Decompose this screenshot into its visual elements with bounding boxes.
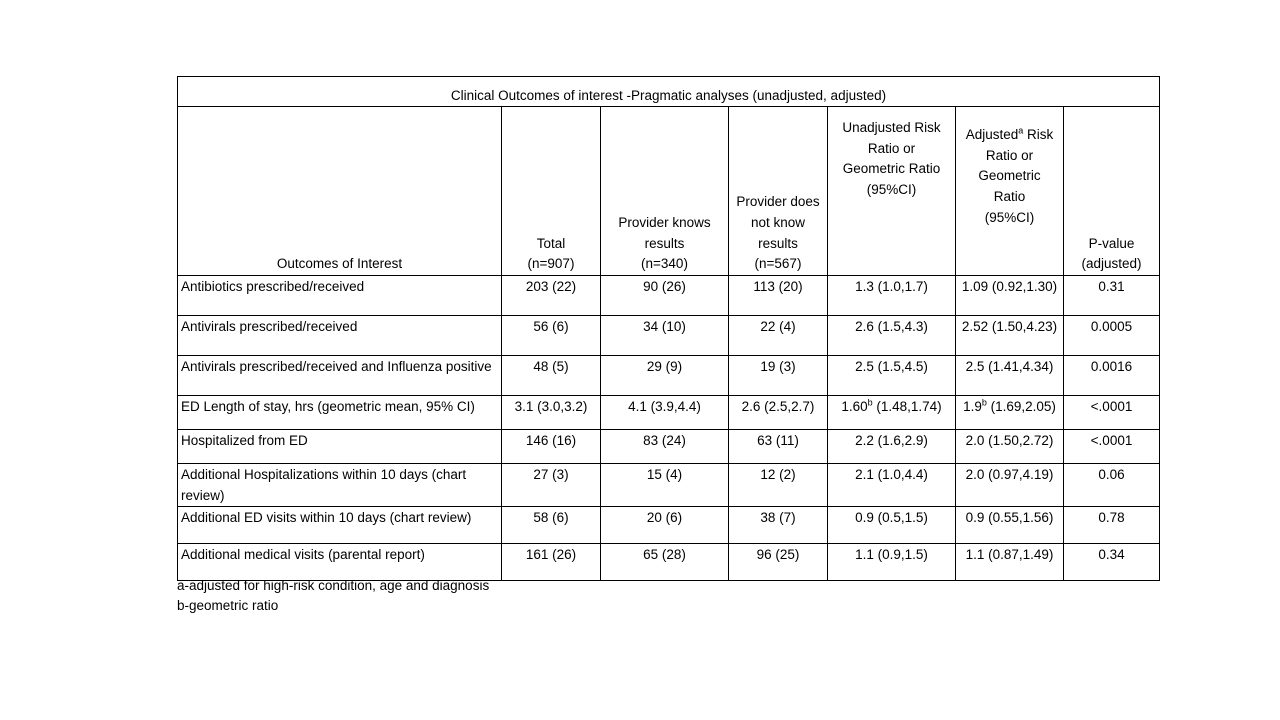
adjusted-value: 2.0 (0.97,4.19) — [965, 467, 1054, 482]
pvalue-value: 0.34 — [1098, 547, 1125, 562]
not-know-value: 63 (11) — [757, 433, 799, 448]
knows-value: 90 (26) — [643, 279, 686, 294]
cell-provider-knows — [601, 430, 729, 464]
pvalue-value: <.0001 — [1090, 433, 1133, 448]
cell-provider-not-know — [729, 396, 828, 430]
cell-provider-knows — [601, 276, 729, 316]
unadjusted-value: 1.3 (1.0,1.7) — [855, 279, 928, 294]
footnote-marker-b: b — [867, 397, 873, 408]
pvalue-value: 0.78 — [1098, 510, 1125, 525]
total-value: 146 (16) — [525, 433, 577, 448]
header-total-line: (n=907) — [527, 256, 575, 272]
table-row — [178, 430, 1160, 464]
table-row — [178, 276, 1160, 316]
row-label — [178, 396, 502, 430]
outcomes-table-container — [177, 76, 1159, 581]
cell-total — [502, 430, 601, 464]
cell-adjusted — [956, 507, 1064, 544]
cell-total — [502, 544, 601, 581]
unadjusted-value: 2.2 (1.6,2.9) — [855, 433, 928, 448]
cell-pvalue — [1064, 464, 1160, 507]
knows-value: 29 (9) — [646, 359, 683, 374]
outcome-label: Additional ED visits within 10 days (chart review) — [181, 510, 472, 525]
adjusted-value: 2.5 (1.41,4.34) — [965, 359, 1054, 374]
cell-provider-knows — [601, 356, 729, 396]
unadjusted-value: (1.48,1.74) — [872, 399, 942, 414]
total-value: 48 (5) — [533, 359, 569, 374]
cell-provider-not-know — [729, 507, 828, 544]
total-value: 3.1 (3.0,3.2) — [514, 399, 588, 414]
cell-provider-knows — [601, 507, 729, 544]
cell-pvalue — [1064, 544, 1160, 581]
total-value: 58 (6) — [533, 510, 569, 525]
cell-pvalue — [1064, 316, 1160, 356]
table-header-row — [178, 107, 1160, 276]
knows-value: 20 (6) — [646, 510, 683, 525]
cell-provider-not-know — [729, 316, 828, 356]
row-label — [178, 316, 502, 356]
cell-provider-not-know — [729, 356, 828, 396]
cell-provider-knows — [601, 464, 729, 507]
knows-value: 83 (24) — [643, 433, 686, 448]
table-row — [178, 356, 1160, 396]
pvalue-value: <.0001 — [1090, 399, 1133, 414]
adjusted-value: 1.1 (0.87,1.49) — [965, 547, 1054, 562]
outcome-label: Additional Hospitalizations within 10 days (chart review) — [181, 467, 467, 503]
cell-adjusted — [956, 430, 1064, 464]
header-adjusted — [956, 107, 1064, 276]
cell-provider-knows — [601, 544, 729, 581]
header-pvalue-line: P-value — [1088, 235, 1135, 251]
not-know-value: 38 (7) — [760, 510, 796, 525]
footnote-marker-a: a — [1018, 125, 1024, 136]
header-pvalue-line: (adjusted) — [1081, 256, 1142, 272]
row-label — [178, 464, 502, 507]
header-not-know-line: not know — [750, 214, 806, 230]
not-know-value: 22 (4) — [760, 319, 796, 334]
header-adjusted-line: (95%CI) — [984, 209, 1035, 225]
cell-pvalue — [1064, 356, 1160, 396]
header-unadjusted-line: (95%CI) — [866, 182, 917, 198]
outcome-label: Antivirals prescribed/received and Influenza positive — [181, 359, 492, 374]
header-unadjusted-line: Unadjusted Risk — [842, 120, 941, 135]
adjusted-value: 1.09 (0.92,1.30) — [961, 279, 1058, 294]
header-unadjusted-line: Geometric Ratio — [842, 161, 941, 177]
cell-adjusted — [956, 544, 1064, 581]
footnote-marker-b: b — [981, 397, 987, 408]
row-label — [178, 276, 502, 316]
header-unadjusted-line: Ratio or — [867, 140, 916, 156]
adjusted-value: (1.69,2.05) — [986, 399, 1056, 414]
header-knows-line: results — [644, 235, 685, 251]
cell-provider-knows — [601, 396, 729, 430]
table-title-row — [178, 77, 1160, 107]
outcome-label: Antivirals prescribed/received — [181, 319, 358, 334]
cell-provider-knows — [601, 316, 729, 356]
header-adjusted-word: Adjusted — [965, 127, 1019, 142]
total-value: 203 (22) — [525, 279, 577, 294]
cell-pvalue — [1064, 276, 1160, 316]
knows-value: 15 (4) — [646, 467, 683, 482]
header-adjusted-line — [959, 125, 1060, 146]
header-not-know-line: (n=567) — [754, 256, 802, 272]
not-know-value: 19 (3) — [760, 359, 796, 374]
header-adjusted-line: Geometric — [978, 168, 1041, 184]
footnotes — [177, 576, 489, 615]
unadjusted-value: 2.5 (1.5,4.5) — [855, 359, 928, 374]
pvalue-value: 0.31 — [1098, 279, 1125, 294]
cell-total — [502, 356, 601, 396]
table-body — [178, 276, 1160, 581]
pvalue-value: 0.0005 — [1090, 319, 1133, 334]
adjusted-value: 2.52 (1.50,4.23) — [961, 319, 1058, 334]
unadjusted-value: 0.9 (0.5,1.5) — [855, 510, 928, 525]
row-label — [178, 430, 502, 464]
outcome-label: Additional medical visits (parental report) — [181, 547, 425, 562]
knows-value: 34 (10) — [643, 319, 686, 334]
not-know-value: 12 (2) — [760, 467, 796, 482]
table-title: Clinical Outcomes of interest -Pragmatic analyses (unadjusted, adjusted) — [178, 77, 1160, 107]
cell-pvalue — [1064, 430, 1160, 464]
cell-adjusted — [956, 356, 1064, 396]
outcome-label: ED Length of stay, hrs (geometric mean, 95% CI) — [181, 399, 475, 414]
table-row — [178, 316, 1160, 356]
row-label — [178, 507, 502, 544]
cell-unadjusted — [828, 430, 956, 464]
not-know-value: 2.6 (2.5,2.7) — [741, 399, 815, 414]
cell-provider-not-know — [729, 544, 828, 581]
header-outcomes — [178, 107, 502, 276]
cell-total — [502, 396, 601, 430]
cell-unadjusted — [828, 276, 956, 316]
cell-pvalue — [1064, 507, 1160, 544]
knows-value: 65 (28) — [643, 547, 686, 562]
footnote-a: a-adjusted for high-risk condition, age and diagnosis — [177, 578, 490, 593]
header-total — [502, 107, 601, 276]
header-provider-knows — [601, 107, 729, 276]
cell-pvalue — [1064, 396, 1160, 430]
adjusted-value: 0.9 (0.55,1.56) — [965, 510, 1054, 525]
cell-total — [502, 507, 601, 544]
knows-value: 4.1 (3.9,4.4) — [628, 399, 701, 414]
cell-adjusted — [956, 276, 1064, 316]
unadjusted-point-estimate: 1.60 — [841, 399, 868, 414]
not-know-value: 96 (25) — [756, 547, 800, 562]
header-adjusted-line: Ratio or — [985, 147, 1034, 163]
adjusted-point-estimate: 1.9 — [963, 399, 982, 414]
header-not-know-line: Provider does — [736, 194, 820, 210]
unadjusted-value: 1.1 (0.9,1.5) — [855, 547, 928, 562]
cell-unadjusted — [828, 464, 956, 507]
pvalue-value: 0.06 — [1098, 467, 1125, 482]
header-unadjusted — [828, 107, 956, 276]
cell-adjusted — [956, 396, 1064, 430]
header-adjusted-line: Ratio — [993, 189, 1026, 205]
cell-provider-not-know — [729, 276, 828, 316]
not-know-value: 113 (20) — [753, 279, 803, 294]
row-label — [178, 356, 502, 396]
pvalue-value: 0.0016 — [1090, 359, 1133, 374]
outcome-label: Hospitalized from ED — [181, 433, 308, 448]
table-row — [178, 507, 1160, 544]
cell-unadjusted — [828, 507, 956, 544]
header-adjusted-risk: Risk — [1023, 127, 1054, 142]
clinical-outcomes-table — [177, 76, 1160, 581]
adjusted-value: 2.0 (1.50,2.72) — [965, 433, 1054, 448]
total-value: 56 (6) — [533, 319, 569, 334]
cell-adjusted — [956, 464, 1064, 507]
total-value: 27 (3) — [533, 467, 569, 482]
cell-unadjusted — [828, 316, 956, 356]
header-not-know-line: results — [758, 235, 798, 251]
cell-unadjusted — [828, 396, 956, 430]
header-provider-not-know — [729, 107, 828, 276]
header-pvalue — [1064, 107, 1160, 276]
outcome-label: Antibiotics prescribed/received — [181, 279, 365, 294]
table-row — [178, 544, 1160, 581]
cell-total — [502, 276, 601, 316]
unadjusted-value: 2.6 (1.5,4.3) — [855, 319, 928, 334]
cell-unadjusted — [828, 544, 956, 581]
cell-provider-not-know — [729, 430, 828, 464]
table-row — [178, 464, 1160, 507]
footnote-b: b-geometric ratio — [177, 597, 279, 613]
header-knows-line: (n=340) — [641, 256, 688, 272]
header-total-line: Total — [536, 235, 566, 251]
cell-total — [502, 464, 601, 507]
cell-provider-not-know — [729, 464, 828, 507]
cell-unadjusted — [828, 356, 956, 396]
unadjusted-value: 2.1 (1.0,4.4) — [855, 467, 928, 482]
total-value: 161 (26) — [525, 547, 577, 562]
header-outcomes-label: Outcomes of Interest — [276, 256, 403, 272]
cell-adjusted — [956, 316, 1064, 356]
table-row — [178, 396, 1160, 430]
header-knows-line: Provider knows — [618, 214, 711, 230]
row-label — [178, 544, 502, 581]
cell-total — [502, 316, 601, 356]
